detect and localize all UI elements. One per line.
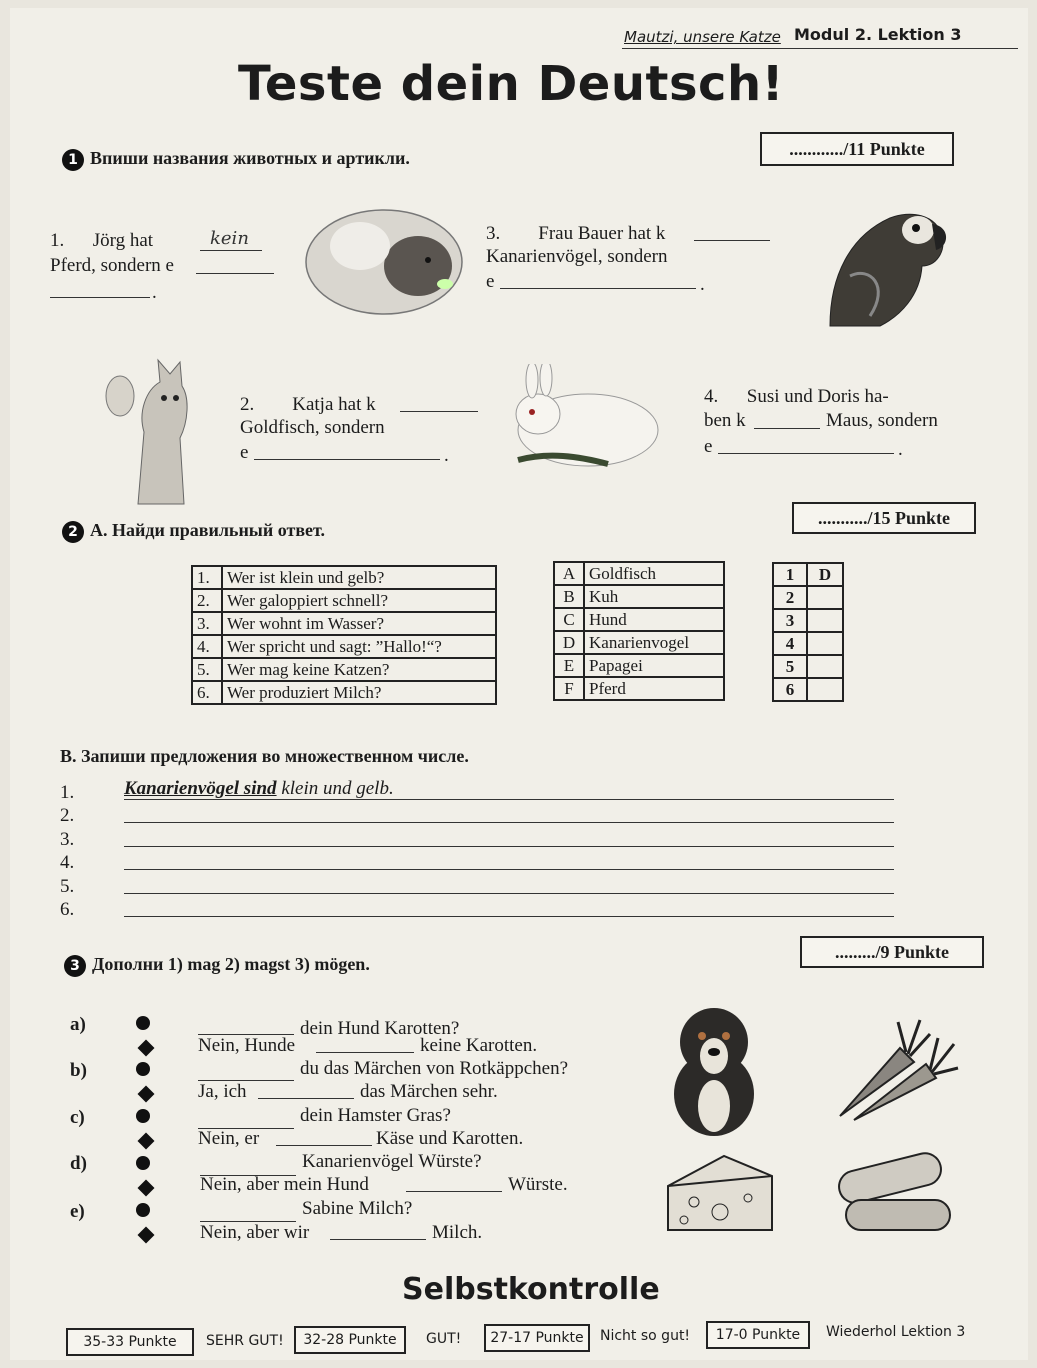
task1-item4-line3: e <box>704 436 713 457</box>
grade-3: Nicht so gut! <box>600 1328 691 1344</box>
answer-bullet <box>138 1180 155 1197</box>
table-row[interactable]: 5 <box>773 655 843 678</box>
task3-letter-b: b) <box>70 1060 87 1081</box>
question-bullet <box>136 1203 150 1217</box>
partB-num-1: 1. <box>60 782 75 803</box>
task3-a-a-post: keine Karotten. <box>420 1035 538 1056</box>
task3-a-b-pre: Ja, ich <box>198 1081 247 1102</box>
answer-bullet <box>138 1133 155 1150</box>
table-row: F Pferd <box>554 677 724 700</box>
task1-item3-line3: e <box>486 271 495 292</box>
task1-item1-line <box>200 250 262 251</box>
task1-item1-line3-blank <box>50 297 150 298</box>
answer-bullet <box>138 1040 155 1057</box>
task1-item2-line2: Goldfisch, sondern <box>240 417 385 438</box>
task1-item3-line2: Kanarienvögel, sondern <box>486 246 668 267</box>
task2-points-box: .........../15 Punkte <box>792 502 976 534</box>
task3-a-d-post: Würste. <box>508 1174 568 1195</box>
partB-line-4[interactable] <box>124 869 894 870</box>
question-bullet <box>136 1156 150 1170</box>
task1-item1-answer: kein <box>210 228 249 249</box>
task3-letter-c: c) <box>70 1107 85 1128</box>
task1-item3-period: . <box>700 274 705 295</box>
task1-item2: 2. Katja hat k <box>240 394 376 415</box>
task3-letter-e: e) <box>70 1201 85 1222</box>
task3-q-a: dein Hund Karotten? <box>300 1018 460 1039</box>
table-row: 2. Wer galoppiert schnell? <box>192 589 496 612</box>
task1-item4-blank2 <box>718 453 894 454</box>
task1-item4-blank1 <box>754 428 820 429</box>
task1-instruction: 1 Впиши названия животных и артикли. <box>62 148 410 171</box>
kitten-image <box>98 352 198 508</box>
task1-item2-blank2 <box>254 459 440 460</box>
task1-item3: 3. Frau Bauer hat k <box>486 223 666 244</box>
question-bullet <box>136 1109 150 1123</box>
task1-item2-blank1 <box>400 411 478 412</box>
task3-q-e: Sabine Milch? <box>302 1198 413 1219</box>
questions-table <box>191 565 497 705</box>
selbstkontrolle-title: Selbstkontrolle <box>402 1272 660 1307</box>
partB-line-5[interactable] <box>124 893 894 894</box>
range-box-4: 17-0 Punkte <box>706 1321 810 1349</box>
puppy-image <box>666 998 762 1138</box>
guinea-pig-image <box>300 186 468 326</box>
task3-a-e-post: Milch. <box>432 1222 483 1243</box>
page-title: Teste dein Deutsch! <box>238 56 785 112</box>
table-row: D Kanarienvogel <box>554 631 724 654</box>
blank[interactable] <box>316 1052 414 1053</box>
partB-example: Kanarienvögel sind klein und gelb. <box>124 778 394 799</box>
task3-letter-d: d) <box>70 1153 87 1174</box>
task2-partB-instruction: B. Запиши предложения во множественном числе. <box>60 746 469 766</box>
task3-q-c: dein Hamster Gras? <box>300 1105 451 1126</box>
task3-a-d-pre: Nein, aber mein Hund <box>200 1174 369 1195</box>
task3-q-d: Kanarienvögel Würste? <box>302 1151 482 1172</box>
grade-1: SEHR GUT! <box>206 1333 284 1349</box>
sausages-image <box>832 1148 952 1238</box>
task3-a-e-pre: Nein, aber wir <box>200 1222 310 1243</box>
task1-item3-blank2 <box>500 288 696 289</box>
answer-bullet <box>138 1227 155 1244</box>
table-row[interactable]: 3 <box>773 609 843 632</box>
blank[interactable] <box>276 1145 372 1146</box>
task3-a-c-post: Käse und Karotten. <box>376 1128 524 1149</box>
table-row: 4. Wer spricht und sagt: ”Hallo!“? <box>192 635 496 658</box>
table-row: 3. Wer wohnt im Wasser? <box>192 612 496 635</box>
task1-item1-line2: Pferd, sondern e <box>50 255 174 276</box>
task1-item1: 1. Jörg hat <box>50 230 154 251</box>
task1-item2-period: . <box>444 445 449 466</box>
partB-line-2[interactable] <box>124 822 894 823</box>
task1-item3-blank1 <box>694 240 770 241</box>
blank[interactable] <box>330 1239 426 1240</box>
worksheet-page <box>10 8 1028 1360</box>
partB-line-3[interactable] <box>124 846 894 847</box>
task1-item1-period: . <box>152 282 157 303</box>
blank[interactable] <box>406 1191 502 1192</box>
task2-partA-instruction: 2 A. Найди правильный ответ. <box>62 520 325 543</box>
task1-item4-period: . <box>898 439 903 460</box>
table-row: 5. Wer mag keine Katzen? <box>192 658 496 681</box>
header-subtitle: Mautzi, unsere Katze <box>624 28 781 46</box>
task3-a-a-pre: Nein, Hunde <box>198 1035 296 1056</box>
task3-instruction: 3 Дополни 1) mag 2) magst 3) mögen. <box>64 954 370 977</box>
table-row[interactable]: 4 <box>773 632 843 655</box>
question-bullet <box>136 1016 150 1030</box>
table-row: 1 D <box>773 563 843 586</box>
table-row: 1. Wer ist klein und gelb? <box>192 566 496 589</box>
table-row: B Kuh <box>554 585 724 608</box>
grade-2: GUT! <box>426 1331 462 1347</box>
table-row: C Hund <box>554 608 724 631</box>
task3-a-b-post: das Märchen sehr. <box>360 1081 498 1102</box>
answers-table <box>553 561 725 701</box>
range-box-3: 27-17 Punkte <box>484 1324 590 1352</box>
header-rule <box>622 48 1018 49</box>
partB-num-3: 3. <box>60 829 75 850</box>
task3-a-c-pre: Nein, er <box>198 1128 260 1149</box>
parrot-image <box>810 196 952 328</box>
partB-num-5: 5. <box>60 876 75 897</box>
task3-points-box: ........./9 Punkte <box>800 936 984 968</box>
range-box-1: 35-33 Punkte <box>66 1328 194 1356</box>
task1-item4-line2a: ben k <box>704 410 746 431</box>
task1-item1-line2-blank <box>196 273 274 274</box>
table-row: A Goldfisch <box>554 562 724 585</box>
partB-num-6: 6. <box>60 899 75 920</box>
task3-letter-a: a) <box>70 1014 86 1035</box>
carrots-image <box>830 1008 960 1124</box>
matching-grid <box>772 562 844 702</box>
range-box-2: 32-28 Punkte <box>294 1326 406 1354</box>
task1-item4-line2b: Maus, sondern <box>826 410 938 431</box>
partB-num-2: 2. <box>60 805 75 826</box>
question-bullet <box>136 1062 150 1076</box>
task1-item4: 4. Susi und Doris ha- <box>704 386 889 407</box>
table-row: E Papagei <box>554 654 724 677</box>
task1-item2-line3: e <box>240 442 249 463</box>
table-row: 6. Wer produziert Milch? <box>192 681 496 704</box>
answer-bullet <box>138 1086 155 1103</box>
rabbit-image <box>508 364 684 476</box>
task3-q-b: du das Märchen von Rotkäppchen? <box>300 1058 569 1079</box>
partB-line-1 <box>124 799 894 800</box>
partB-line-6[interactable] <box>124 916 894 917</box>
table-row[interactable]: 6 <box>773 678 843 701</box>
blank[interactable] <box>258 1098 354 1099</box>
task1-points-box: ............/11 Punkte <box>760 132 954 166</box>
cheese-image <box>664 1146 776 1236</box>
table-row[interactable]: 2 <box>773 586 843 609</box>
grade-4: Wiederhol Lektion 3 <box>826 1324 966 1340</box>
header-module: Modul 2. Lektion 3 <box>794 25 962 44</box>
partB-num-4: 4. <box>60 852 75 873</box>
